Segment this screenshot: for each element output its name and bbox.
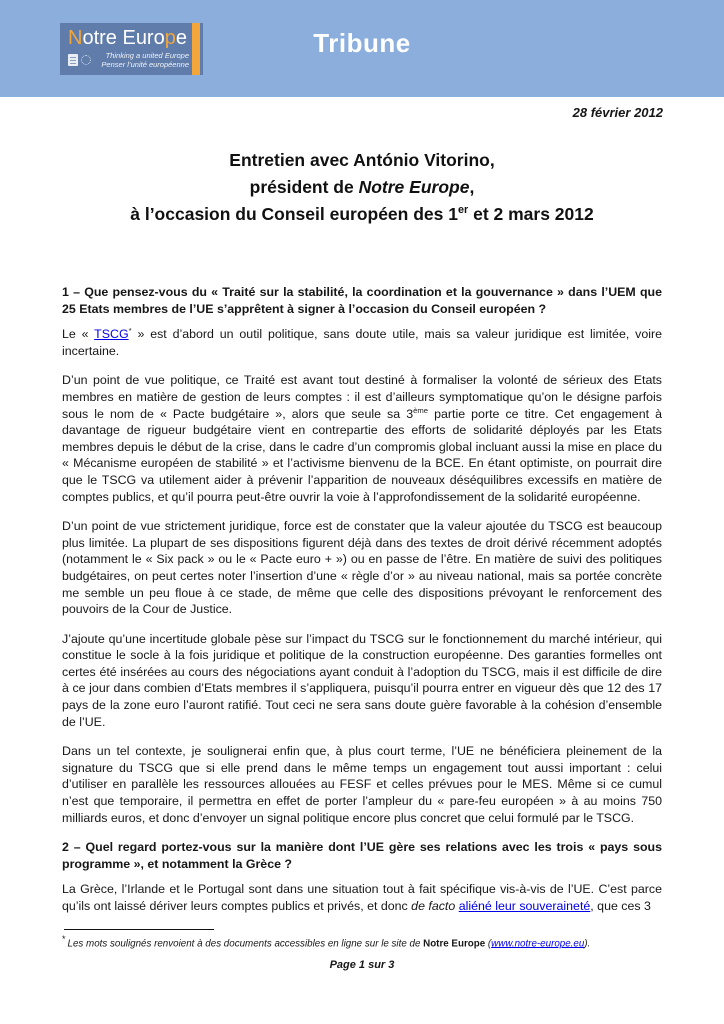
paragraph-q1-4: J’ajoute qu’une incertitude globale pèse sur l’impact du TSCG sur le fonctionnement du marché intérieur, qui constitue le socle à la fois juridique et politique de la construction européenne. Des garanties formelles ont certes été insérées au cours des négociations ayant conduit à l’adoption du TSCG, mais il est difficile de dire à ce jour dans combien d’Etats membres il s’appliquera, puisqu’il pourra entrer en vigueur dès que 12 des 17 pays de la zone euro l’auront ratifié. Tout ceci ne sera sans doute guère favorable à la cohésion d’ensemble de l’UE. — [62, 631, 662, 729]
document-type-title: Tribune — [313, 28, 411, 58]
logo-tagline-fr: Penser l’unité européenne — [101, 60, 189, 69]
footnote-star: * — [62, 933, 66, 944]
paragraph-q1-5: Dans un tel contexte, je soulignerai enfin que, à plus court terme, l’UE ne bénéficiera pleinement de la signature du TSCG que si elle prend dans le même temps un engagement tout aussi important : celui d’utiliser en parallèle les ressources allouées au FESF et celles prévues pour le MES. Même si ce cumul n’est que temporaire, il permettra en effet de porter l’ampleur du « pare-feu européen » à au moins 750 milliards euros, et donc d’envoyer un signal politique encore plus concret que celui formulé par le TSCG. — [62, 744, 662, 825]
footnote-separator — [64, 929, 214, 930]
logo-brand-end: e — [175, 27, 187, 49]
de-facto-italic: de facto — [411, 899, 456, 913]
document-body — [62, 284, 662, 915]
header-banner — [0, 0, 724, 97]
paragraph-q1-3: D’un point de vue strictement juridique, force est de constater que la valeur ajoutée du TSCG est beaucoup plus limitée. La plupart de ses dispositions figurent déjà dans des textes de droit dérivé récemment adoptés (notamment le « Six pack » ou le « Pacte euro + ») ou en passe de l’être. En matière de suivi des politiques budgétaires, on peut certes noter l’insertion d’une « règle d’or » au niveau national, mais sa portée concrète me semble un peu floue à ce stade, de même que celle des dispositions prévoyant le renforcement des pouvoirs de la Cour de Justice. — [62, 519, 662, 617]
logo-brand-mid: otre Euro — [82, 27, 165, 49]
paragraph-q1-1: Le « TSCG* » est d’abord un outil politique, sans doute utile, mais sa valeur juridique est limitée, voire incertaine. — [62, 326, 662, 358]
logo-brand-p: p — [164, 27, 176, 49]
logo-tagline-en: Thinking a united Europe — [105, 51, 189, 60]
notre-europe-website-link[interactable]: www.notre-europe.eu — [491, 937, 585, 949]
document-date: 28 février 2012 — [572, 105, 663, 120]
paragraph-q2-1: La Grèce, l’Irlande et le Portugal sont dans une situation tout à fait spécifique vis-à-vis de l’UE. C’est parce qu’ils ont laissé dériver leurs comptes publics et privés, et donc de facto aliéné leur souveraineté, que ces 3 — [62, 882, 662, 913]
title-line-2: président de Notre Europe, — [249, 177, 475, 197]
question-2-heading: 2 – Quel regard portez-vous sur la manière dont l’UE gère ses relations avec les trois « pays sous programme », et notamment la Grèce ? — [62, 840, 662, 871]
footnote-text: * Les mots soulignés renvoient à des documents accessibles en ligne sur le site de Notre Europe (www.notre-europe.eu). — [62, 933, 591, 949]
page-number: Page 1 sur 3 — [329, 958, 395, 971]
souverainete-link[interactable]: aliéné leur souveraineté — [458, 899, 591, 913]
tscg-link[interactable]: TSCG — [94, 327, 129, 342]
question-1-heading: 1 – Que pensez-vous du « Traité sur la stabilité, la coordination et la gouvernance » dans l’UEM que 25 Etats membres de l’UE s’apprêtent à signer à l’occasion du Conseil européen ? — [62, 285, 662, 316]
footnote-brand: Notre Europe — [423, 937, 486, 949]
ordinal-superscript: er — [457, 204, 469, 217]
title-line-1: Entretien avec António Vitorino, — [229, 150, 495, 170]
logo-brand-n: N — [68, 27, 83, 49]
title-line-3: à l’occasion du Conseil européen des 1er et 2 mars 2012 — [130, 204, 594, 224]
eme-superscript: ème — [413, 405, 429, 415]
page-footer — [62, 929, 662, 971]
document-title — [0, 147, 724, 228]
footnote-reference-star: * — [128, 326, 132, 336]
paragraph-q1-2: D’un point de vue politique, ce Traité est avant tout destiné à formaliser la volonté de sérieux des Etats membres en matière de gestion de leurs comptes : il est d’ailleurs symptomatique qu’on le désigne parfois sous le nom de « Pacte budgétaire », alors que seule sa 3ème partie porte ce titre. Cet engagement à davantage de rigueur budgétaire vient en contrepartie des efforts de solidarité déployés par les Etats membres depuis le début de la crise, dans le cadre d’un compromis global incluant aussi la mise en place du « Mécanisme européen de stabilité » et l’activisme bienvenu de la BCE. En étant optimiste, on pourrait dire que le TSCG va utilement aider à prévenir l’apparition de nouveaux déséquilibres excessifs en matière de comptes publics, et qu’il pourra peut-être ouvrir la voie à l’approfondissement de la solidarité européenne. — [62, 373, 662, 504]
title-notre-europe: Notre Europe — [358, 177, 470, 197]
